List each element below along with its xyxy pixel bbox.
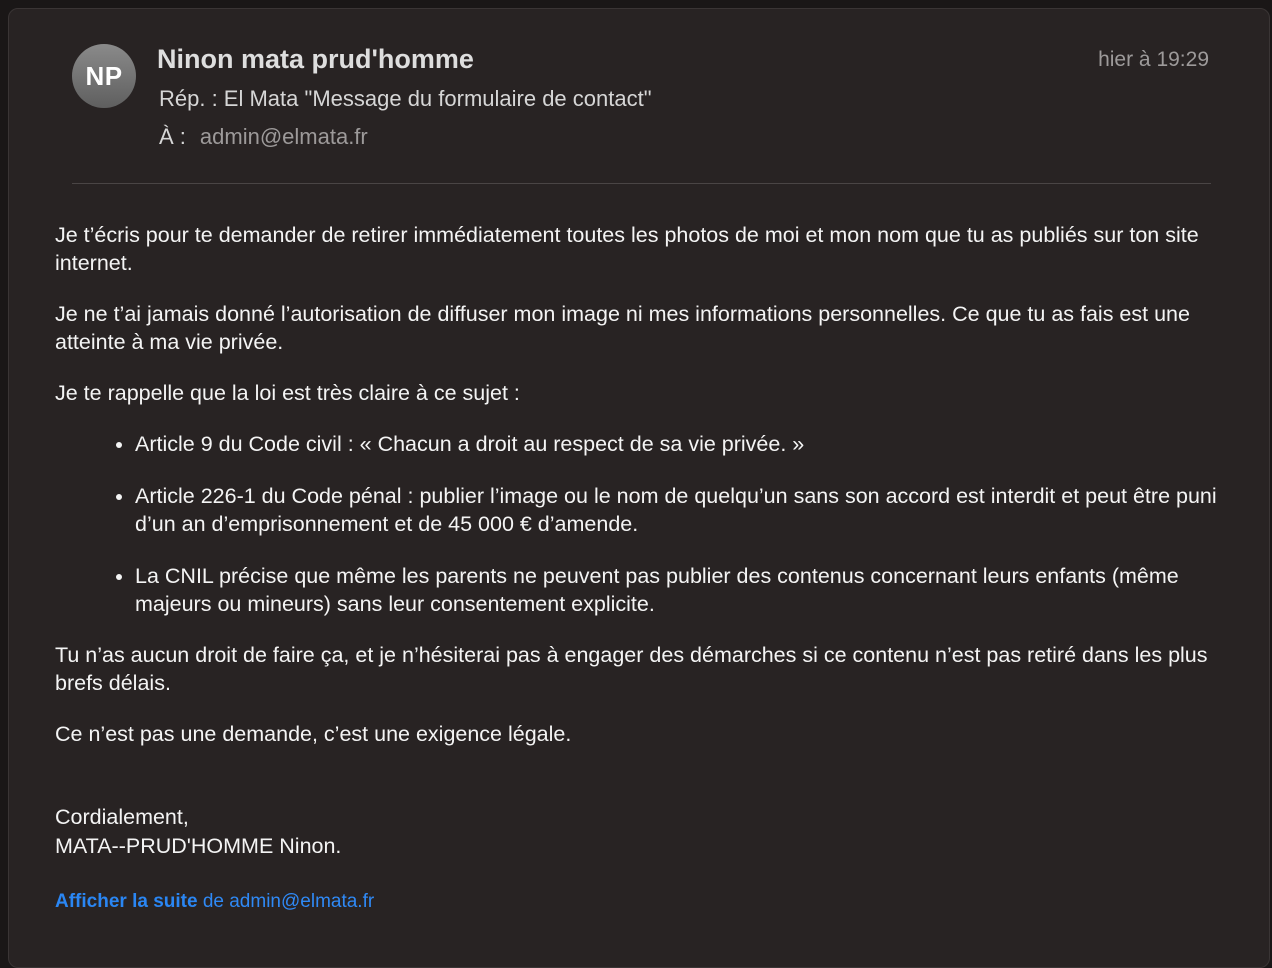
message-subject: Rép. : El Mata "Message du formulaire de contact" bbox=[159, 86, 652, 111]
signature bbox=[55, 803, 341, 861]
law-list bbox=[55, 430, 1235, 618]
body-paragraph: Ce n’est pas une demande, c’est une exigence légale. bbox=[55, 722, 572, 746]
avatar[interactable]: NP bbox=[72, 44, 136, 108]
message-window bbox=[8, 8, 1270, 968]
body-paragraph: Je te rappelle que la loi est très claire à ce sujet : bbox=[55, 381, 520, 405]
sender-name[interactable]: Ninon mata prud'homme bbox=[157, 44, 474, 74]
show-more-link[interactable]: Afficher la suite bbox=[55, 891, 198, 912]
show-more-row bbox=[55, 890, 374, 914]
list-item: • La CNIL précise que même les parents ne peuvent pas publier des contenus concernant leurs enfants (même majeurs ou mineurs) sans leur consentement explicite. bbox=[135, 562, 1235, 618]
message-body bbox=[55, 221, 1235, 771]
body-paragraph: Tu n’as aucun droit de faire ça, et je n’hésiterai pas à engager des démarches si ce contenu n’est pas retiré dans les plus brefs délais. bbox=[55, 643, 1208, 695]
recipient-row bbox=[159, 123, 368, 151]
recipient-address[interactable]: admin@elmata.fr bbox=[199, 124, 368, 149]
body-paragraph: Je ne t’ai jamais donné l’autorisation de diffuser mon image ni mes informations personnelles. Ce que tu as fais est une atteinte à ma vie privée. bbox=[55, 302, 1190, 354]
list-item: • Article 226-1 du Code pénal : publier l’image ou le nom de quelqu’un sans son accord est interdit et peut être puni d’un an d’emprisonnement et de 45 000 € d’amende. bbox=[135, 482, 1235, 538]
header-divider bbox=[72, 183, 1211, 184]
signature-line: Cordialement, bbox=[55, 805, 189, 829]
show-more-source[interactable]: de admin@elmata.fr bbox=[202, 891, 375, 912]
body-paragraph: Je t’écris pour te demander de retirer immédiatement toutes les photos de moi et mon nom que tu as publiés sur ton site internet. bbox=[55, 223, 1199, 275]
list-item: • Article 9 du Code civil : « Chacun a droit au respect de sa vie privée. » bbox=[135, 430, 1235, 458]
message-time: hier à 19:29 bbox=[1098, 48, 1209, 71]
to-label: À : bbox=[159, 124, 186, 149]
signature-line: MATA--PRUD'HOMME Ninon. bbox=[55, 834, 342, 858]
